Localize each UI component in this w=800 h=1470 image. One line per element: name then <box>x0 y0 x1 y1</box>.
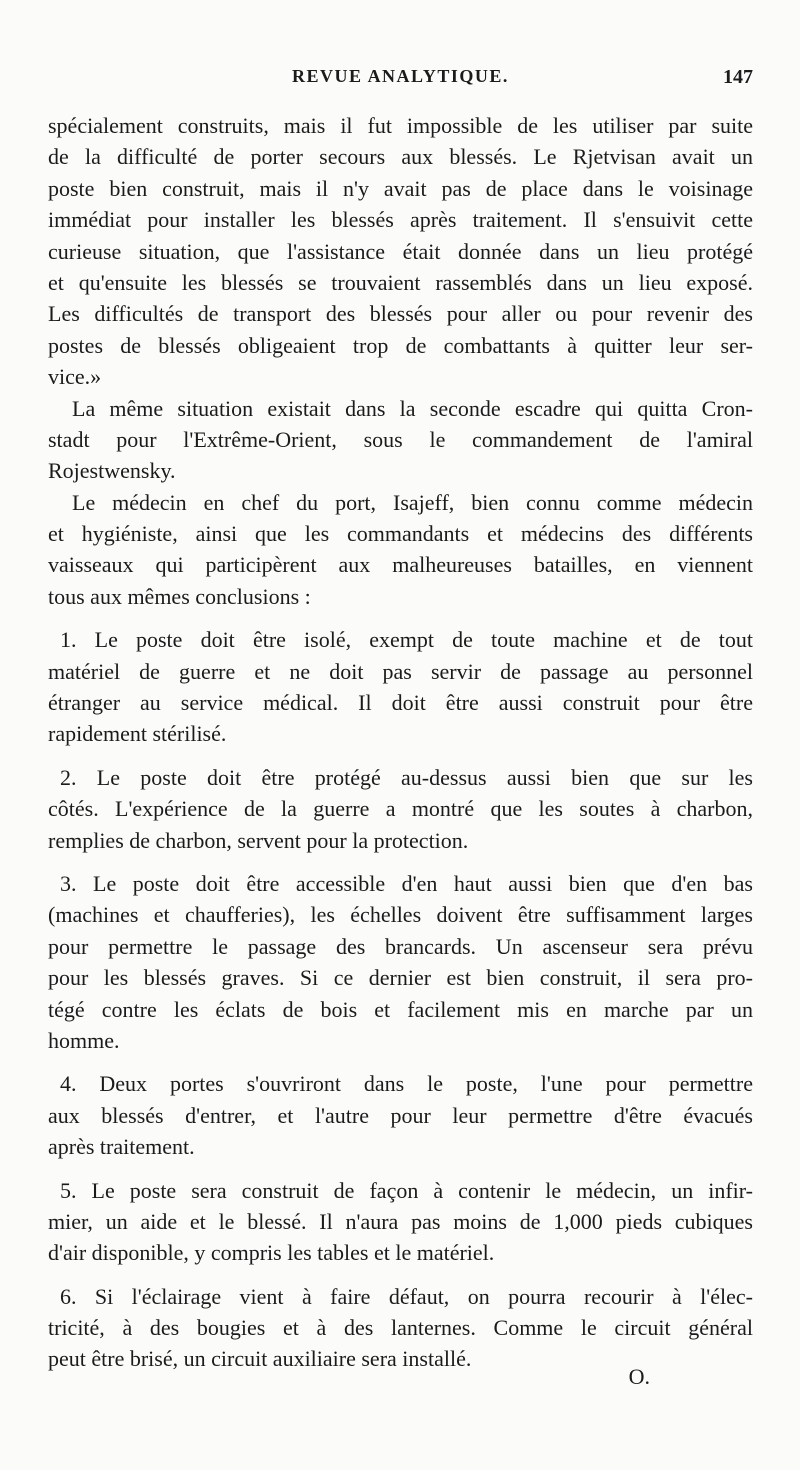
text-line: peut être brisé, un circuit auxiliaire sera installé. <box>48 1346 472 1372</box>
text-line: mier, un aide et le blessé. Il n'aura pas moins de 1,000 pieds cubiques <box>48 1208 753 1234</box>
text-line: tégé contre les éclats de bois et facilement mis en marche par un <box>48 996 753 1022</box>
text-line: étranger au service médical. Il doit être aussi construit pour être <box>48 690 753 716</box>
text-line: vice.» <box>48 364 102 390</box>
body-text <box>48 110 753 1375</box>
text-line: tous aux mêmes conclusions : <box>48 583 311 609</box>
text-line: rapidement stérilisé. <box>48 721 227 747</box>
paragraph-second <box>48 393 753 487</box>
text-line: 5. Le poste sera construit de façon à contenir le médecin, un infir- <box>60 1177 753 1203</box>
page-header <box>48 66 753 92</box>
text-line: pour permettre le passage des brancards. Un ascenseur sera prévu <box>48 933 753 959</box>
text-line: stadt pour l'Extrême-Orient, sous le commandement de l'amiral <box>48 426 753 452</box>
paragraph-intro <box>48 110 753 393</box>
text-line: côtés. L'expérience de la guerre a montré que les soutes à charbon, <box>48 796 753 822</box>
text-line: de la difficulté de porter secours aux blessés. Le Rjetvisan avait un <box>48 144 753 170</box>
text-line: spécialement construits, mais il fut impossible de les utiliser par suite <box>48 113 753 138</box>
text-line: Rojestwensky. <box>48 458 176 484</box>
text-line: La même situation existait dans la seconde escadre qui quitta Cron- <box>72 395 753 421</box>
text-line: 3. Le poste doit être accessible d'en haut aussi bien que d'en bas <box>60 870 753 896</box>
text-line: vaisseaux qui participèrent aux malheureuses batailles, en viennent <box>48 552 753 578</box>
text-line: remplies de charbon, servent pour la protection. <box>48 827 469 853</box>
text-line: postes de blessés obligeaient trop de combattants à quitter leur ser- <box>48 332 753 358</box>
text-line: d'air disponible, y compris les tables et le matériel. <box>48 1240 495 1266</box>
text-line: curieuse situation, que l'assistance était donnée dans un lieu protégé <box>48 238 753 264</box>
text-line: et hygiéniste, ainsi que les commandants et médecins des différents <box>48 521 753 547</box>
text-line: homme. <box>48 1027 120 1053</box>
list-item-4 <box>48 1068 753 1162</box>
list-item-3 <box>48 868 753 1056</box>
text-line: 6. Si l'éclairage vient à faire défaut, on pourra recourir à l'élec- <box>60 1283 753 1309</box>
text-line: 2. Le poste doit être protégé au-dessus aussi bien que sur les <box>60 764 753 790</box>
text-line: 1. Le poste doit être isolé, exempt de toute machine et de tout <box>60 627 753 653</box>
text-line: immédiat pour installer les blessés après traitement. Il s'ensuivit cette <box>48 207 753 233</box>
text-line: matériel de guerre et ne doit pas servir de passage au personnel <box>48 658 753 684</box>
text-line: aux blessés d'entrer, et l'autre pour leur permettre d'être évacués <box>48 1102 753 1128</box>
text-line: 4. Deux portes s'ouvriront dans le poste, l'une pour permettre <box>60 1071 753 1097</box>
text-line: et qu'ensuite les blessés se trouvaient rassemblés dans un lieu exposé. <box>48 269 753 295</box>
list-item-1 <box>48 624 753 750</box>
text-line: Le médecin en chef du port, Isajeff, bien connu comme médecin <box>72 489 753 515</box>
text-line: poste bien construit, mais il n'y avait pas de place dans le voisinage <box>48 175 753 201</box>
list-item-6 <box>48 1281 753 1375</box>
text-line: Les difficultés de transport des blessés pour aller ou pour revenir des <box>48 301 753 327</box>
running-title: REVUE ANALYTIQUE. <box>292 66 509 86</box>
signature-mark: O. <box>628 1364 650 1389</box>
page-number: 147 <box>723 66 753 88</box>
text-line: (machines et chaufferies), les échelles doivent être suffisamment larges <box>48 902 753 928</box>
list-item-5 <box>48 1175 753 1269</box>
paragraph-third <box>48 487 753 613</box>
list-item-2 <box>48 762 753 856</box>
text-line: après traitement. <box>48 1134 195 1160</box>
text-line: pour les blessés graves. Si ce dernier est bien construit, il sera pro- <box>48 965 753 991</box>
text-line: tricité, à des bougies et à des lanternes. Comme le circuit général <box>48 1315 753 1341</box>
